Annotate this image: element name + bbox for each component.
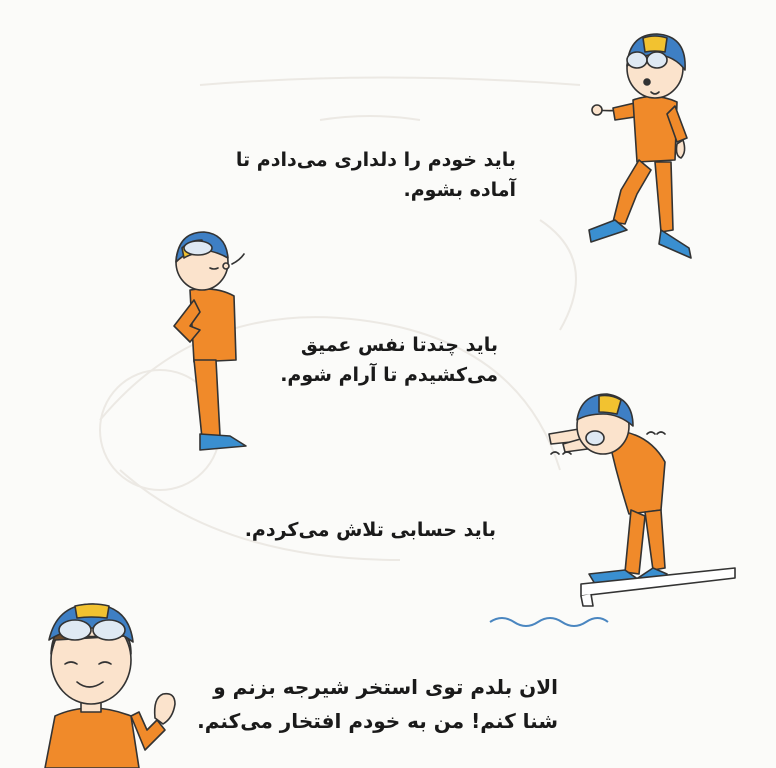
caption-line: الان بلدم توی استخر شیرجه بزنم و (213, 675, 558, 699)
caption-try-hard (176, 515, 496, 545)
caption-line: شنا کنم! من به خودم افتخار می‌کنم. (197, 709, 558, 733)
caption-line: باید خودم را دلداری می‌دادم تا (235, 149, 516, 171)
caption-proud (178, 670, 558, 738)
boy-stepping-icon (585, 30, 705, 270)
water-wave-icon (486, 610, 611, 640)
boy-proud-icon (35, 600, 190, 768)
diving-board-icon (575, 562, 740, 612)
caption-deep-breaths (198, 330, 498, 391)
caption-encourage-myself (196, 145, 516, 206)
caption-line: باید چندتا نفس عمیق (300, 334, 498, 356)
caption-line: آماده بشوم. (403, 179, 516, 202)
caption-line: باید حسابی تلاش می‌کردم. (244, 519, 496, 541)
caption-line: می‌کشیدم تا آرام شوم. (280, 364, 498, 387)
